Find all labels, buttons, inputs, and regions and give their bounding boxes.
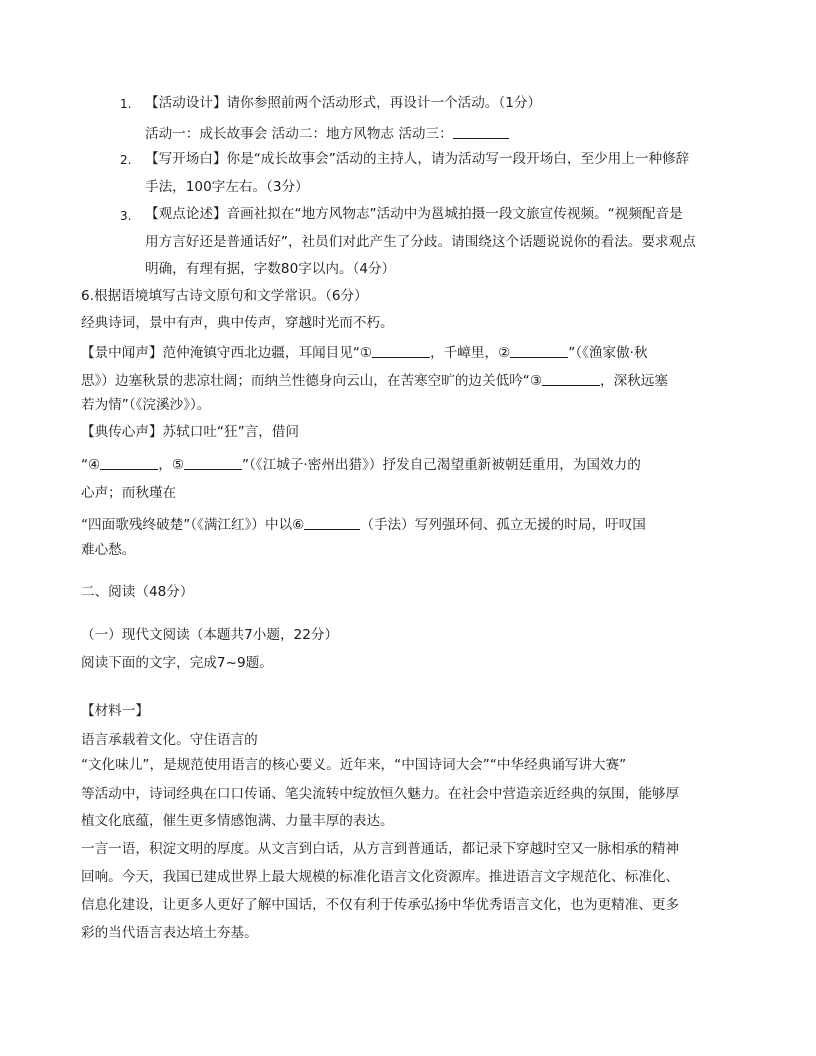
- material-line-4: 植文化底蕴，催生更多情感饱满、力量丰厚的表达。: [81, 813, 394, 829]
- q6-s2-line-1: 【典传心声】苏轼口吐“狂”言，借问: [81, 424, 299, 440]
- task-1-text: 【活动设计】请你参照前两个活动形式，再设计一个活动。（1分）: [145, 95, 542, 111]
- q6-s2-line-4: [81, 516, 646, 533]
- answer-blank: [542, 372, 600, 386]
- q6-s1-line-2: [81, 372, 668, 389]
- material-label: 【材料一】: [81, 703, 149, 719]
- q6-s2-g: （手法）写列强环伺、孤立无援的时局，吁叹国: [360, 517, 646, 533]
- task-3-line-2: 用方言好还是普通话好”，社员们对此产生了分歧。请围绕这个话题说说你的看法。要求观点: [145, 234, 696, 250]
- task-3-line-3: 明确，有理有据，字数80字以内。（4分）: [145, 261, 396, 277]
- material-line-5: 一言一语，积淀文明的厚度。从文言到白话，从方言到普通话，都记录下穿越时空又一脉相承的精神: [81, 841, 680, 857]
- q6-s2-c: ，⑤: [158, 457, 185, 473]
- material-line-1: 语言承载着文化。守住语言的: [81, 732, 258, 748]
- task-2-number: 2.: [120, 153, 132, 167]
- material-line-7: 信息化建设，让更多人更好了解中国话，不仅有利于传承弘扬中华优秀语言文化，也为更精准、更多: [81, 897, 680, 913]
- q6-s1-d: 思》）边塞秋景的悲凉壮阔；而纳兰性德身向云山，在苦寒空旷的边关低吟“③: [81, 373, 543, 389]
- q6-s1-c: ”（《渔家傲·秋: [568, 345, 648, 361]
- answer-blank: [184, 456, 242, 470]
- reading-instruction: 阅读下面的文字，完成7~9题。: [81, 655, 273, 671]
- q6-s1-line-3: 若为情”（《浣溪沙》）。: [81, 397, 211, 413]
- task-1-number: 1.: [120, 97, 132, 111]
- task-3-number: 3.: [120, 209, 132, 223]
- material-line-2: “文化味儿”，是规范使用语言的核心要义。近年来，“中国诗词大会”“中华经典诵写讲大赛”: [81, 757, 627, 773]
- material-line-8: 彩的当代语言表达培土夯基。: [81, 925, 258, 941]
- answer-blank: [372, 344, 430, 358]
- material-line-3: 等活动中，诗词经典在口口传诵、笔尖流转中绽放恒久魅力。在社会中营造亲近经典的氛围，能够厚: [81, 786, 680, 802]
- q6-s2-line-5: 难心愁。: [81, 542, 136, 558]
- task-2-line-1: 【写开场白】你是“成长故事会”活动的主持人，请为活动写一段开场白，至少用上一种修辞: [145, 151, 690, 167]
- q6-intro: 经典诗词，景中有声，典中传声，穿越时光而不朽。: [81, 315, 394, 331]
- q6-s2-b: “④: [81, 457, 101, 473]
- q6-s1-line-1: [81, 344, 648, 361]
- task-3-line-1: 【观点论述】音画社拟在“地方风物志”活动中为邕城拍摄一段文旅宣传视频。“视频配音是: [145, 206, 683, 222]
- q6-heading: 6.根据语境填写古诗文原句和文学常识。（6分）: [81, 288, 368, 304]
- task-2-line-2: 手法，100字左右。（3分）: [145, 179, 309, 195]
- answer-blank: [304, 516, 360, 530]
- answer-blank: [453, 125, 509, 139]
- q6-s1-b: ，千嶂里，②: [430, 345, 511, 361]
- q6-s2-line-2: [81, 456, 641, 473]
- task-1-sub-text: 活动一：成长故事会 活动二：地方风物志 活动三：: [145, 126, 453, 142]
- answer-blank: [510, 344, 568, 358]
- q6-s2-d: ”（《江城子·密州出猎》）抒发自己渴望重新被朝廷重用，为国效力的: [242, 457, 641, 473]
- answer-blank: [100, 456, 158, 470]
- section-2-subheading: （一）现代文阅读（本题共7小题，22分）: [81, 627, 339, 643]
- material-line-6: 回响。今天，我国已建成世界上最大规模的标准化语言文化资源库。推进语言文字规范化、标准化、: [81, 869, 680, 885]
- q6-s1-a: 【景中闻声】范仲淹镇守西北边疆，耳闻目见“①: [81, 345, 373, 361]
- q6-s2-f: “四面歌残终破楚”（《满江红》）中以⑥: [81, 517, 305, 533]
- q6-s2-line-3: 心声；而秋瑾在: [81, 485, 177, 501]
- q6-s1-e: ，深秋远塞: [600, 373, 668, 389]
- task-1-sub: [145, 125, 509, 142]
- section-2-heading: 二、阅读（48分）: [81, 584, 194, 600]
